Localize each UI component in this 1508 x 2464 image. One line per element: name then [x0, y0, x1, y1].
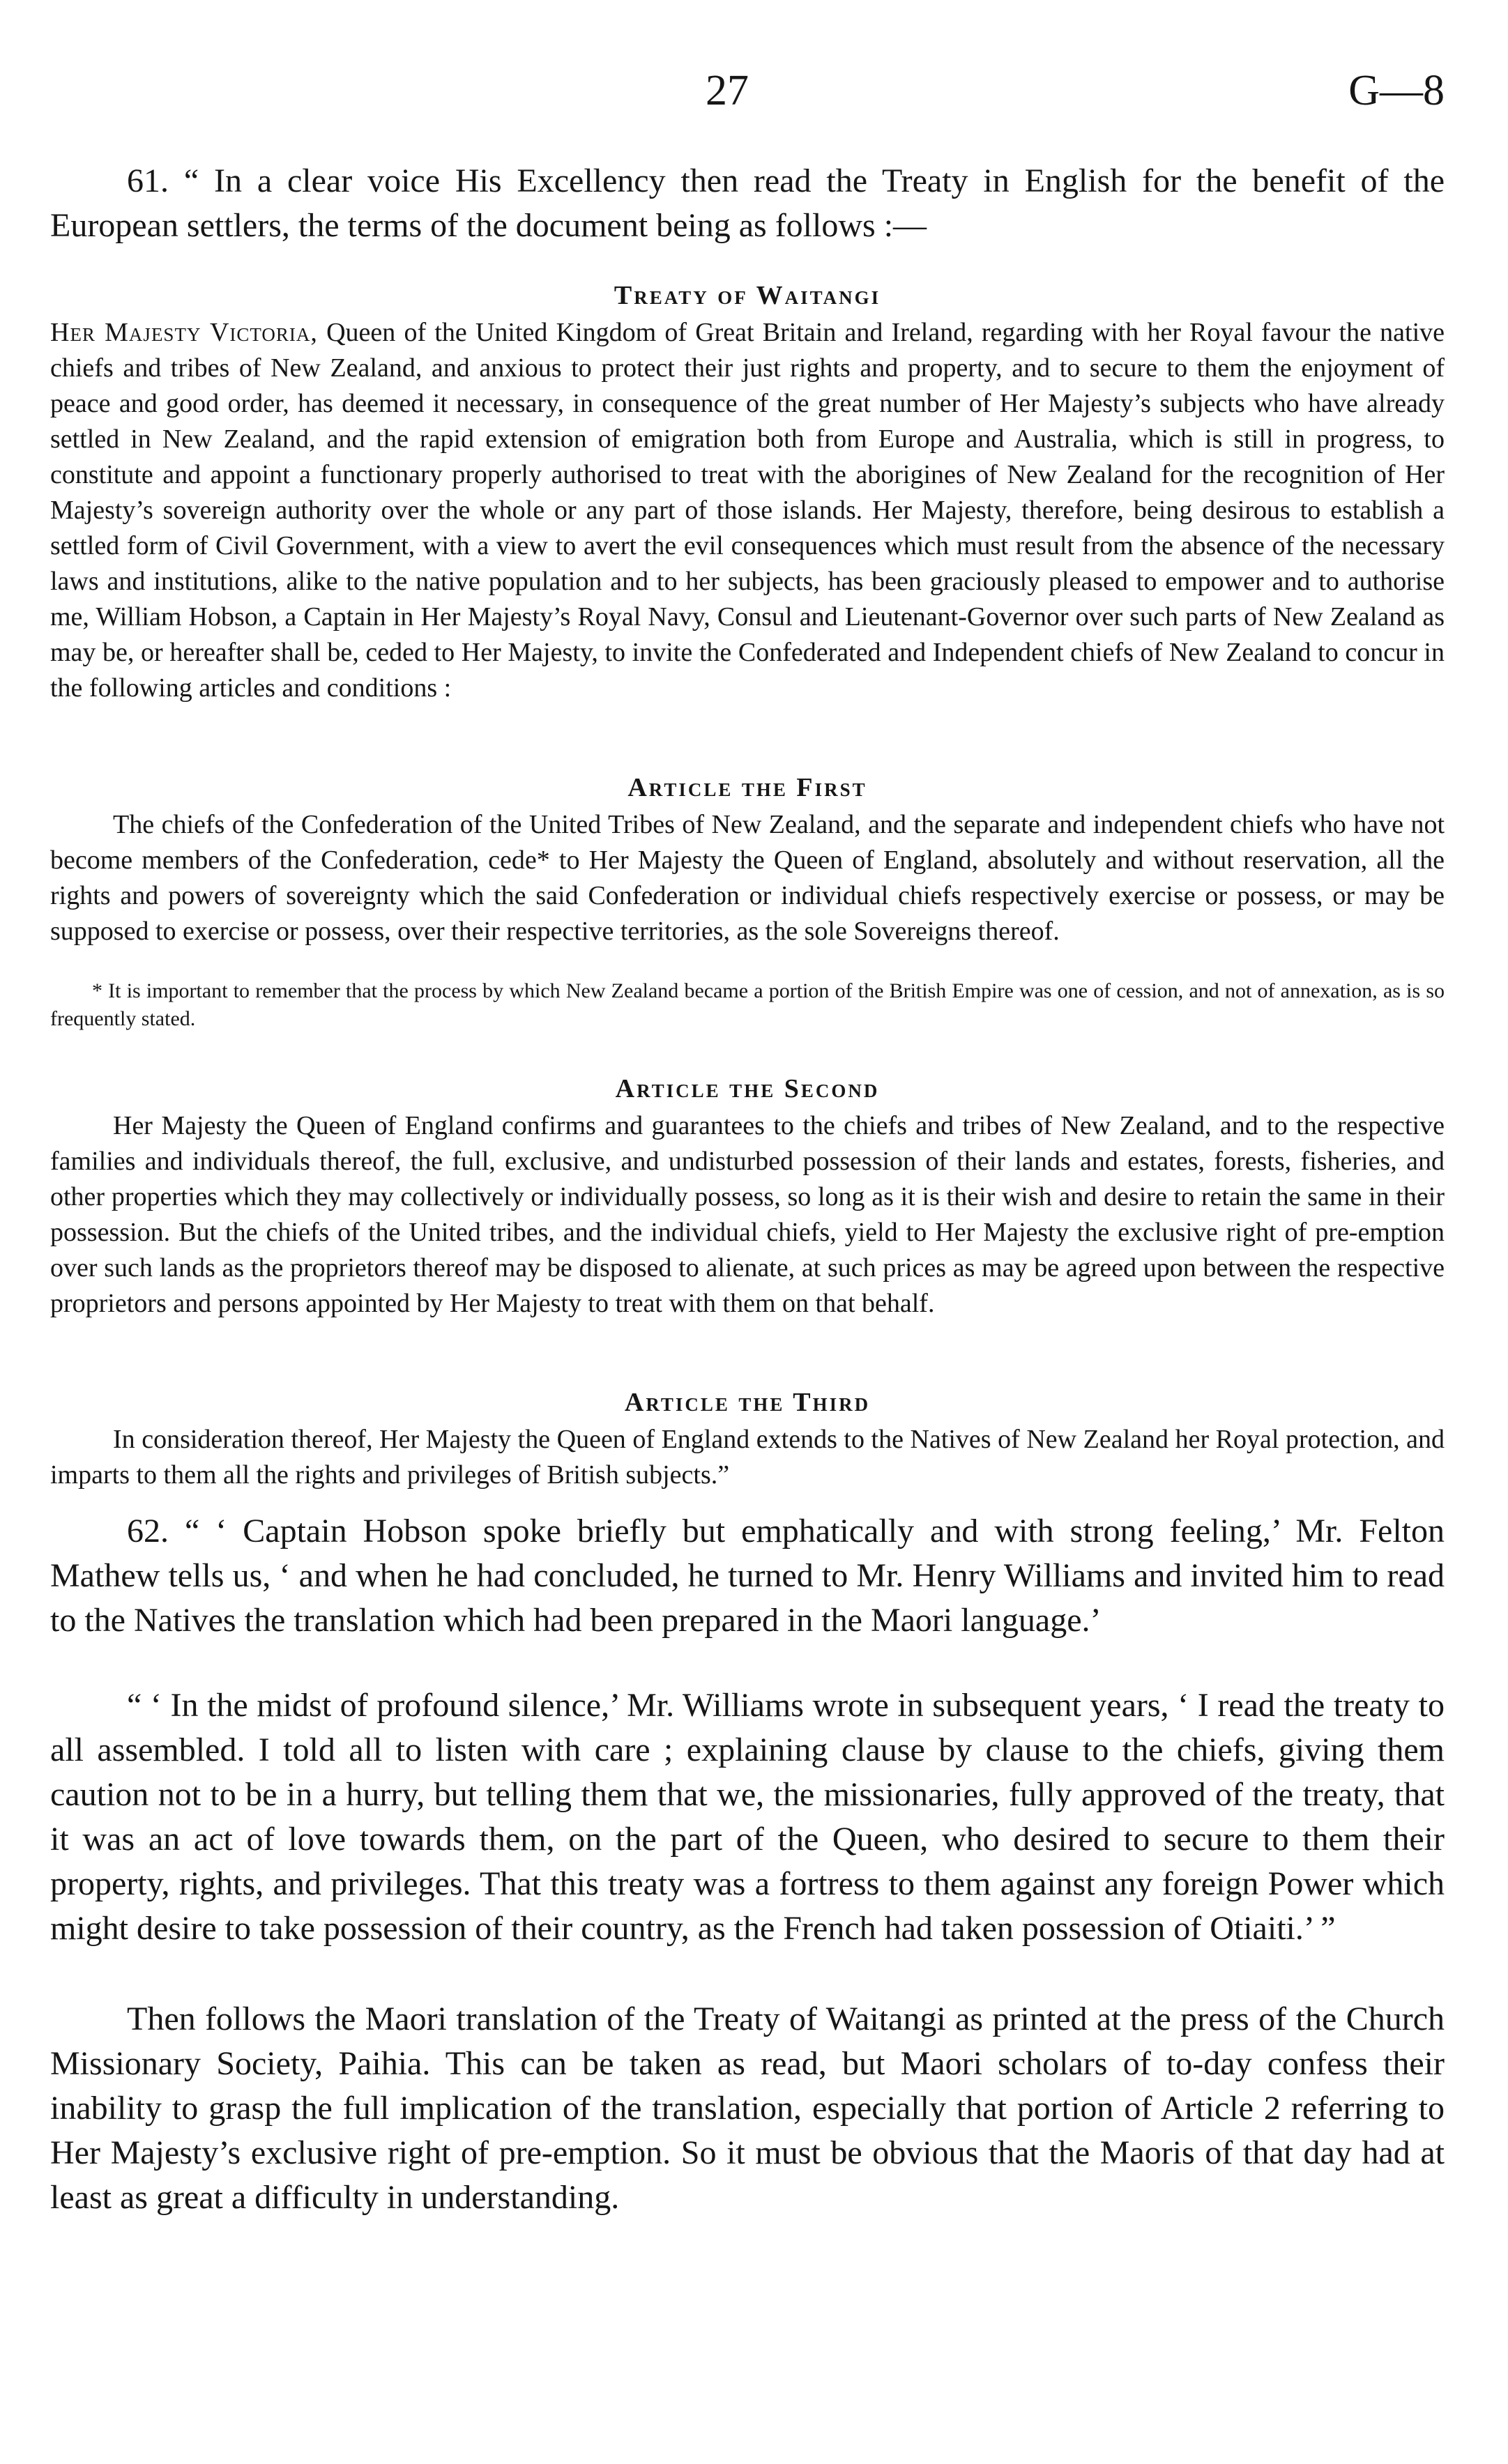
document-code: G—8	[1348, 67, 1445, 114]
article-second-text: Her Majesty the Queen of England confirms and guarantees to the chiefs and tribes of New Zealand, and to the respective families and individuals thereof, the full, exclusive, and undisturbed possession of their lands and estates, forests, fisheries, and other properties which they may collectively or individually possess, so long as it is their wish and desire to retain the same in their possession. But the chiefs of the United tribes, and the individual chiefs, yield to Her Majesty the exclusive right of pre-emption over such lands as the proprietors thereof may be disposed to alienate, at such prices as may be agreed upon between the respective proprietors and persons appointed by Her Majesty to treat with them on that behalf.	[50, 1111, 1445, 1318]
paragraph-final: Then follows the Maori translation of the Treaty of Waitangi as printed at the press of the Church Missionary Society, Paihia. This can be taken as read, but Maori scholars of to-day confess their inability to grasp the full implication of the translation, especially that portion of Article 2 referring to Her Majesty’s exclusive right of pre-emption. So it must be obvious that the Maoris of that day had at least as great a difficulty in understanding.	[50, 2000, 1445, 2216]
article-third-text: In consideration thereof, Her Majesty the Queen of England extends to the Natives of New Zealand her Royal protection, and imparts to them all the rights and privileges of British subjects.”	[50, 1425, 1445, 1490]
preamble-text: Queen of the United Kingdom of Great Britain and Ireland, regarding with her Royal favour the native chiefs and tribes of New Zealand, and anxious to protect their just rights and property, and to secure to them the enjoyment of peace and good order, has deemed it necessary, in consequence of the great number of Her Majesty’s subjects who have already settled in New Zealand, and the rapid extension of emigration both from Europe and Australia, which is still in progress, to constitute and appoint a functionary properly authorised to treat with the aborigines of New Zealand for the recognition of Her Majesty’s sovereign authority over the whole or any part of those islands. Her Majesty, therefore, being desirous to establish a settled form of Civil Government, with a view to avert the evil consequences which must result from the absence of the necessary laws and institutions, alike to the native population and to her subjects, has been graciously pleased to empower and to authorise me, William Hobson, a Captain in Her Majesty’s Royal Navy, Consul and Lieutenant-Governor over such parts of New Zealand as may be, or hereafter shall be, ceded to Her Majesty, to invite the Confederated and Independent chiefs of New Zealand to concur in the following articles and conditions :	[50, 318, 1445, 703]
preamble-lead: Her Majesty Victoria,	[50, 318, 318, 347]
article-first-heading: Article the First	[627, 773, 867, 802]
footnote: * It is important to remember that the process by which New Zealand became a portion of the British Empire was one of cession, and not of annexation, as is so frequently stated.	[50, 979, 1445, 1030]
paragraph-61: 61. “ In a clear voice His Excellency then read the Treaty in English for the benefit of the European settlers, the terms of the document being as follows :—	[50, 162, 1445, 244]
paragraph-williams-quote: “ ‘ In the midst of profound silence,’ Mr. Williams wrote in subsequent years, ‘ I read the treaty to all assembled. I told all to listen with care ; explaining clause by clause to the chiefs, giving them caution not to be in a hurry, but telling them that we, the missionaries, fully approved of the treaty, that it was an act of love towards them, on the part of the Queen, who desired to secure to them their property, rights, and privileges. That this treaty was a fortress to them against any foreign Power which might desire to take possession of their country, as the French had taken possession of Otiaiti.’ ”	[50, 1687, 1445, 1947]
document-page	[50, 0, 1445, 2464]
treaty-title: Treaty of Waitangi	[614, 281, 881, 310]
article-first-text: The chiefs of the Confederation of the United Tribes of New Zealand, and the separate and independent chiefs who have not become members of the Confederation, cede* to Her Majesty the Queen of England, absolutely and without reservation, all the rights and powers of sovereignty which the said Confederation or individual chiefs respectively exercise or possess, or may be supposed to exercise or possess, over their respective territories, as the sole Sovereigns thereof.	[50, 810, 1445, 946]
treaty-preamble	[50, 315, 1445, 706]
paragraph-62: 62. “ ‘ Captain Hobson spoke briefly but emphatically and with strong feeling,’ Mr. Felton Mathew tells us, ‘ and when he had concluded, he turned to Mr. Henry Williams and invited him to read to the Natives the translation which had been prepared in the Maori language.’	[50, 1513, 1445, 1639]
article-second-heading: Article the Second	[615, 1074, 880, 1103]
page-header	[50, 66, 1445, 122]
page-number: 27	[706, 67, 749, 114]
article-third-heading: Article the Third	[624, 1388, 871, 1417]
